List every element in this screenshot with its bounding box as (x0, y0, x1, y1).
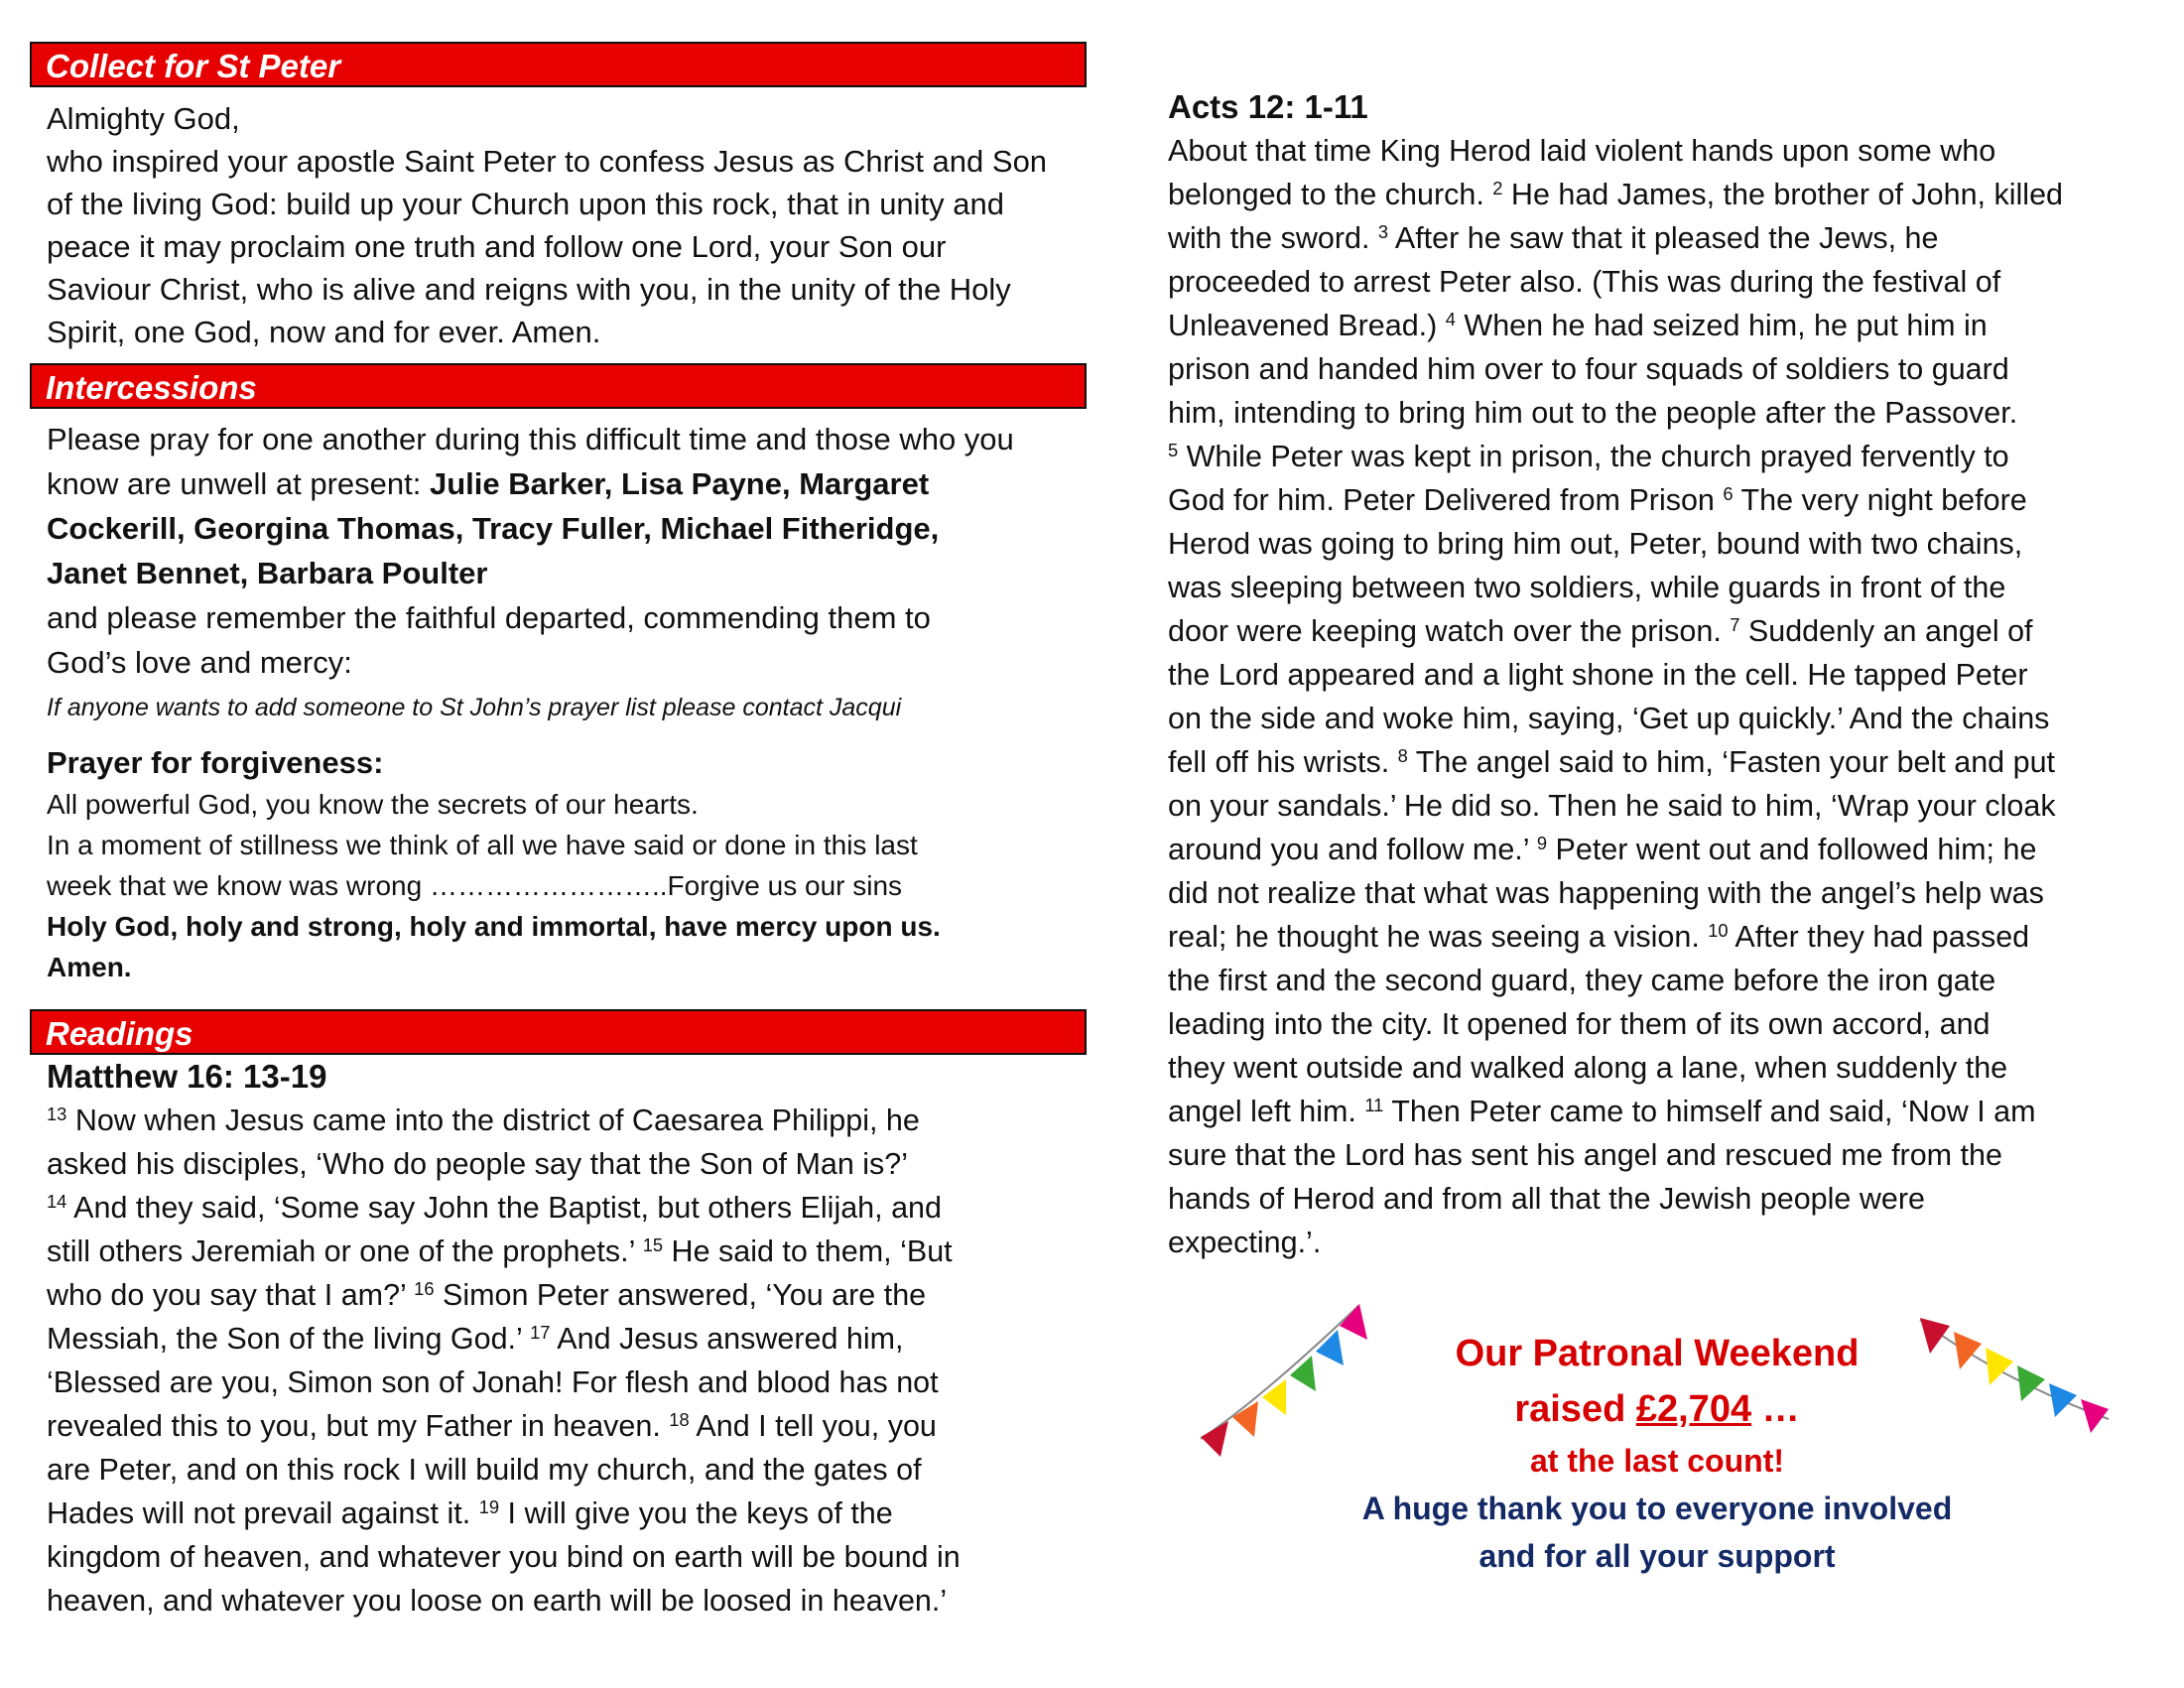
collect-text (30, 97, 1087, 353)
sick-names: Julie Barker, Lisa Payne, Margaret (430, 466, 930, 501)
patronal-raised (1191, 1381, 2123, 1437)
collect-line: Almighty God, (47, 101, 240, 136)
verse-number: 11 (1364, 1094, 1384, 1115)
verse-text: While Peter was kept in prison, the church prayed fervently to (1178, 440, 2009, 473)
patronal-title: Our Patronal Weekend (1455, 1333, 1860, 1374)
scripture-line (47, 1273, 1087, 1317)
verse-text: The angel said to him, ‘Fasten your belt and put (1407, 745, 2056, 779)
sick-names: Cockerill, Georgina Thomas, Tracy Fuller, Michael Fitheridge, (47, 511, 940, 546)
verse-text: real; he thought he was seeing a vision. (1168, 920, 1709, 954)
verse-number: 16 (414, 1277, 435, 1299)
scripture-line (1168, 1133, 2150, 1177)
intercessions-text (30, 417, 1087, 685)
patronal-count: at the last count! (1529, 1443, 1784, 1479)
verse-text: I will give you the keys of the (499, 1496, 893, 1530)
collect-line: Saviour Christ, who is alive and reigns with you, in the unity of the Holy (47, 272, 1011, 307)
verse-text: After he saw that it pleased the Jews, he (1388, 221, 1939, 255)
verse-text: him, intending to bring him out to the people after the Passover. (1168, 396, 2018, 430)
forgiveness-response: Holy God, holy and strong, holy and immortal, have mercy upon us. (47, 911, 941, 942)
verse-text: And I tell you, you (689, 1409, 937, 1443)
intercessions-line-text: know are unwell at present: (47, 466, 430, 501)
verse-text: are Peter, and on this rock I will build my church, and the gates of (47, 1453, 922, 1487)
scripture-line (47, 1535, 1087, 1579)
verse-number: 4 (1445, 308, 1456, 329)
scripture-line (1168, 391, 2150, 435)
scripture-line (1168, 697, 2150, 740)
scripture-line (1168, 1177, 2150, 1221)
scripture-line (47, 1448, 1087, 1492)
scripture-line (1168, 304, 2150, 347)
scripture-line (47, 1404, 1087, 1448)
matthew-title: Matthew 16: 13-19 (47, 1058, 327, 1095)
raised-label: raised (1514, 1388, 1636, 1430)
scripture-line (1168, 260, 2150, 304)
scripture-line (47, 1230, 1087, 1273)
verse-number: 10 (1708, 919, 1729, 941)
verse-text: belonged to the church. (1168, 178, 1493, 211)
forgiveness-line: In a moment of stillness we think of all we have said or done in this last (47, 830, 918, 860)
verse-number: 18 (669, 1408, 690, 1430)
verse-text: did not realize that what was happening with the angel’s help was (1168, 876, 2044, 910)
scripture-line (1168, 1002, 2150, 1046)
verse-text: Simon Peter answered, ‘You are the (434, 1278, 927, 1312)
departed-line: God’s love and mercy: (47, 645, 352, 680)
verse-text: After they had passed (1728, 920, 2030, 954)
scripture-line (1168, 478, 2150, 522)
raised-amount: £2,704 (1635, 1388, 1752, 1430)
forgiveness-text (30, 784, 1087, 987)
collect-line: who inspired your apostle Saint Peter to confess Jesus as Christ and Son (47, 144, 1048, 179)
left-column (30, 42, 1087, 1623)
verse-number: 7 (1730, 613, 1740, 635)
scripture-line (1168, 653, 2150, 697)
scripture-line (1168, 173, 2150, 216)
scripture-line (47, 1492, 1087, 1535)
scripture-line (1168, 609, 2150, 653)
scripture-line (1168, 1046, 2150, 1090)
forgiveness-response: Amen. (47, 952, 132, 982)
scripture-line (1168, 129, 2150, 173)
verse-number: 14 (47, 1190, 67, 1212)
verse-text: they went outside and walked along a lane, when suddenly the (1168, 1051, 2008, 1085)
verse-text: leading into the city. It opened for them of its own accord, and (1168, 1007, 1991, 1041)
forgiveness-heading: Prayer for forgiveness: (47, 745, 384, 780)
scripture-line (47, 1099, 1087, 1142)
verse-text: revealed this to you, but my Father in heaven. (47, 1409, 670, 1443)
verse-text: He had James, the brother of John, killed (1502, 178, 2064, 211)
verse-text: Messiah, the Son of the living God.’ (47, 1322, 531, 1356)
verse-text: sure that the Lord has sent his angel and rescued me from the (1168, 1138, 2002, 1172)
verse-number: 6 (1723, 482, 1734, 504)
verse-text: the first and the second guard, they came before the iron gate (1168, 964, 1996, 997)
collect-line: of the living God: build up your Church upon this rock, that in unity and (47, 187, 1005, 221)
verse-text: the Lord appeared and a light shone in the cell. He tapped Peter (1168, 658, 2028, 692)
scripture-line (1168, 871, 2150, 915)
verse-text: kingdom of heaven, and whatever you bind on earth will be bound in (47, 1540, 961, 1574)
verse-text: fell off his wrists. (1168, 745, 1398, 779)
verse-number: 15 (642, 1234, 664, 1255)
verse-text: hands of Herod and from all that the Jewish people were (1168, 1182, 1925, 1216)
scripture-line (1168, 566, 2150, 609)
verse-text: Unleavened Bread.) (1168, 309, 1446, 342)
patronal-notice (1191, 1290, 2123, 1608)
verse-text: ‘Blessed are you, Simon son of Jonah! For flesh and blood has not (47, 1365, 939, 1399)
verse-text: When he had seized him, he put him in (1455, 309, 1988, 342)
verse-text: heaven, and whatever you loose on earth will be loosed in heaven.’ (47, 1584, 948, 1618)
scripture-line (47, 1579, 1087, 1623)
scripture-line (1168, 959, 2150, 1002)
sick-names: Janet Bennet, Barbara Poulter (47, 556, 488, 590)
forgiveness-line: All powerful God, you know the secrets of our hearts. (47, 789, 699, 820)
scripture-line (1168, 1090, 2150, 1133)
scripture-line (1168, 522, 2150, 566)
verse-number: 13 (47, 1103, 67, 1124)
acts-text (1168, 129, 2150, 1264)
scripture-line (47, 1317, 1087, 1361)
verse-text: with the sword. (1168, 221, 1378, 255)
verse-text: asked his disciples, ‘Who do people say that the Son of Man is?’ (47, 1147, 909, 1181)
scripture-line (47, 1361, 1087, 1404)
verse-text: on your sandals.’ He did so. Then he said to him, ‘Wrap your cloak (1168, 789, 2056, 823)
patronal-support: and for all your support (1478, 1538, 1836, 1574)
verse-text: And they said, ‘Some say John the Baptist, but others Elijah, and (66, 1191, 942, 1225)
verse-text: Peter went out and followed him; he (1547, 833, 2037, 866)
scripture-line (1168, 915, 2150, 959)
scripture-line (1168, 740, 2150, 784)
verse-text: Herod was going to bring him out, Peter, bound with two chains, (1168, 527, 2023, 561)
verse-number: 5 (1168, 439, 1179, 460)
collect-heading: Collect for St Peter (30, 42, 1087, 87)
scripture-line (1168, 347, 2150, 391)
intercessions-line: Please pray for one another during this difficult time and those who you (47, 422, 1014, 456)
collect-line: peace it may proclaim one truth and follow one Lord, your Son our (47, 229, 947, 264)
scripture-line (1168, 828, 2150, 871)
verse-text: expecting.’. (1168, 1226, 1322, 1259)
verse-text: Hades will not prevail against it. (47, 1496, 479, 1530)
verse-text: The very night before (1733, 483, 2027, 517)
collect-line: Spirit, one God, now and for ever. Amen. (47, 315, 601, 349)
verse-number: 17 (530, 1321, 551, 1343)
verse-text: Now when Jesus came into the district of Caesarea Philippi, he (66, 1104, 920, 1137)
verse-text: was sleeping between two soldiers, while guards in front of the (1168, 571, 2006, 604)
verse-text: prison and handed him over to four squads of soldiers to guard (1168, 352, 2009, 386)
matthew-text (30, 1099, 1087, 1623)
readings-heading: Readings (30, 1009, 1087, 1055)
verse-text: And Jesus answered him, (550, 1322, 904, 1356)
scripture-line (1168, 784, 2150, 828)
verse-text: proceeded to arrest Peter also. (This was during the festival of (1168, 265, 2001, 299)
raised-ellipsis: … (1751, 1388, 1800, 1430)
prayer-list-note: If anyone wants to add someone to St John’s prayer list please contact Jacqui (47, 694, 902, 721)
scripture-line (47, 1186, 1087, 1230)
verse-text: angel left him. (1168, 1095, 1365, 1128)
verse-text: He said to them, ‘But (663, 1234, 953, 1268)
verse-number: 9 (1536, 832, 1548, 853)
intercessions-heading: Intercessions (30, 363, 1087, 409)
verse-text: around you and follow me.’ (1168, 833, 1537, 866)
verse-text: God for him. Peter Delivered from Prison (1168, 483, 1724, 517)
verse-number: 2 (1492, 177, 1503, 198)
intercessions-line (47, 461, 1087, 506)
verse-number: 8 (1397, 744, 1408, 766)
scripture-line (47, 1142, 1087, 1186)
verse-text: Suddenly an angel of (1739, 614, 2033, 648)
verse-text: door were keeping watch over the prison. (1168, 614, 1731, 648)
verse-text: on the side and woke him, saying, ‘Get up quickly.’ And the chains (1168, 702, 2050, 735)
patronal-text (1191, 1326, 2123, 1580)
verse-number: 3 (1377, 220, 1389, 242)
acts-title: Acts 12: 1-11 (1168, 88, 1368, 125)
departed-line: and please remember the faithful departed, commending them to (47, 600, 931, 635)
right-column (1168, 42, 2150, 1264)
scripture-line (1168, 216, 2150, 260)
forgiveness-line: week that we know was wrong ……………………..Forgive us our sins (47, 870, 903, 901)
scripture-line (1168, 435, 2150, 478)
verse-text: still others Jeremiah or one of the prophets.’ (47, 1234, 643, 1268)
patronal-thanks: A huge thank you to everyone involved (1361, 1491, 1953, 1526)
verse-number: 19 (478, 1495, 500, 1517)
verse-text: Then Peter came to himself and said, ‘Now I am (1383, 1095, 2036, 1128)
scripture-line (1168, 1221, 2150, 1264)
verse-text: About that time King Herod laid violent hands upon some who (1168, 134, 1996, 168)
verse-text: who do you say that I am?’ (47, 1278, 415, 1312)
